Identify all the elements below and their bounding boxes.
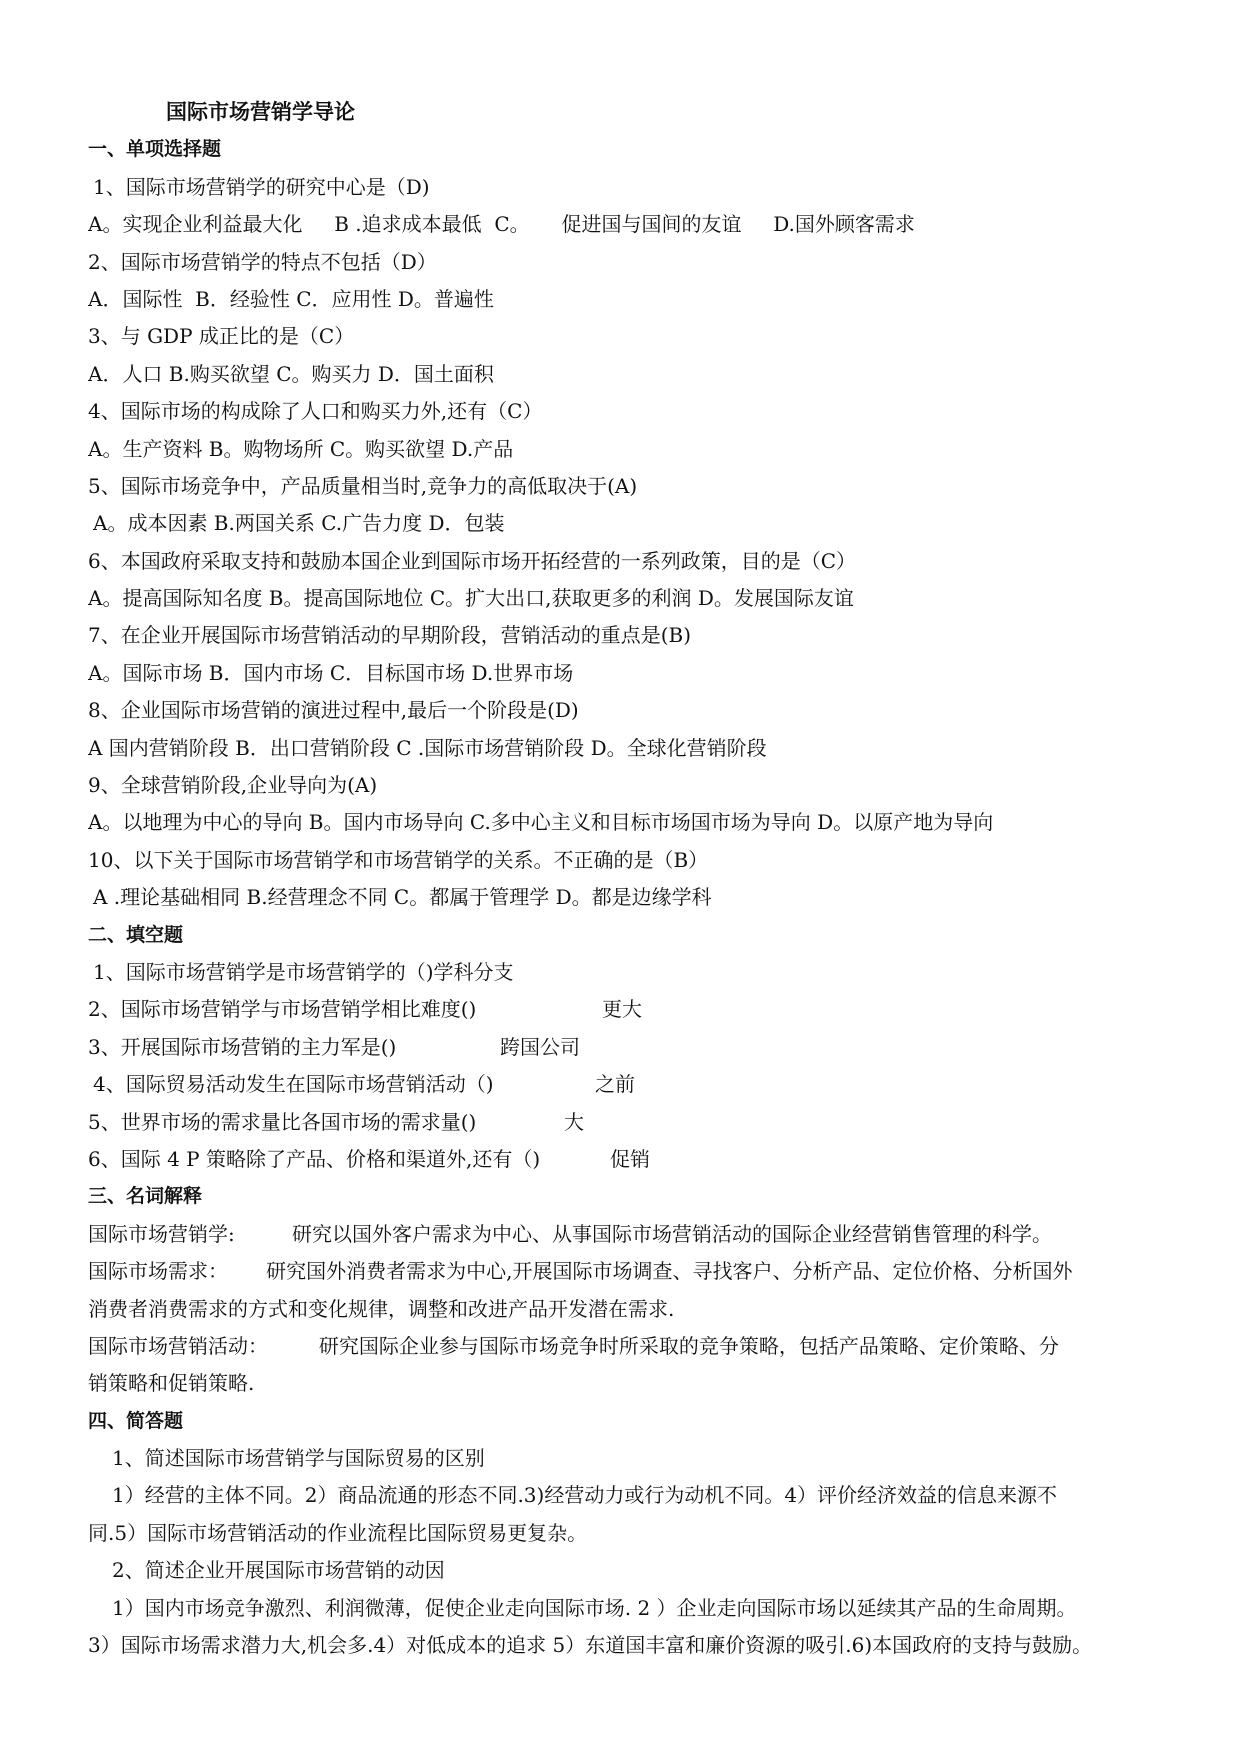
- short-answer-question-1: 1、简述国际市场营销学与国际贸易的区别: [112, 1446, 485, 1471]
- fill-blank-answer: 之前: [595, 1072, 635, 1097]
- question-10: 10、以下关于国际市场营销学和市场营销学的关系。不正确的是（B）: [88, 847, 709, 872]
- short-answer-1-line-1: 1）经营的主体不同。2）商品流通的形态不同.3)经营动力或行为动机不同。4）评价经济效益的信息来源不: [112, 1483, 1058, 1508]
- answer-options-8: A 国内营销阶段 B．出口营销阶段 C .国际市场营销阶段 D。全球化营销阶段: [88, 735, 767, 760]
- answer-options-6: A。提高国际知名度 B。提高国际地位 C。扩大出口,获取更多的利润 D。发展国际友谊: [88, 586, 854, 611]
- fill-blank-answer: 大: [564, 1109, 584, 1134]
- question-5: 5、国际市场竞争中，产品质量相当时,竞争力的高低取决于(A): [88, 473, 638, 498]
- question-3: 3、与 GDP 成正比的是（C）: [88, 324, 355, 349]
- section-heading-definitions: 三、名词解释: [88, 1185, 203, 1208]
- fill-blank-question: 3、开展国际市场营销的主力军是(): [88, 1034, 397, 1059]
- question-8: 8、企业国际市场营销的演进过程中,最后一个阶段是(D): [88, 698, 579, 723]
- document-title: 国际市场营销学导论: [166, 100, 355, 124]
- section-heading-single-choice: 一、单项选择题: [88, 138, 222, 161]
- short-answer-2-line-2: 3）国际市场需求潜力大,机会多.4）对低成本的追求 5）东道国丰富和廉价资源的吸引.6)本国政府的支持与鼓励。: [88, 1633, 1093, 1658]
- fill-blank-question: 4、国际贸易活动发生在国际市场营销活动（): [93, 1072, 494, 1097]
- short-answer-2-line-1: 1）国内市场竞争激烈、利润微薄，促使企业走向国际市场. 2 ）企业走向国际市场以延续其产品的生命周期。: [112, 1595, 1077, 1620]
- fill-blank-item-6: [88, 1141, 1160, 1178]
- answer-options-2: A．国际性 B．经验性 C．应用性 D。普遍性: [88, 286, 494, 311]
- fill-blank-answer: 促销: [610, 1146, 650, 1171]
- question-9: 9、全球营销阶段,企业导向为(A): [88, 773, 378, 798]
- fill-blank-item-1: [88, 954, 1160, 991]
- fill-blank-item-5: [88, 1104, 1160, 1141]
- definition-line-2: 国际市场需求： 研究国外消费者需求为中心,开展国际市场调查、寻找客户、分析产品、定位价格、分析国外: [88, 1259, 1073, 1284]
- short-answer-question-2: 2、简述企业开展国际市场营销的动因: [112, 1558, 445, 1583]
- answer-options-9: A。以地理为中心的导向 B。国内市场导向 C.多中心主义和目标市场国市场为导向 D。以原产地为导向: [88, 810, 994, 835]
- question-6: 6、本国政府采取支持和鼓励本国企业到国际市场开拓经营的一系列政策，目的是（C）: [88, 548, 857, 573]
- answer-options-7: A。国际市场 B．国内市场 C．目标国市场 D.世界市场: [88, 660, 574, 685]
- fill-blank-answer: 跨国公司: [500, 1034, 580, 1059]
- definition-line-3: 消费者消费需求的方式和变化规律，调整和改进产品开发潜在需求.: [88, 1296, 675, 1321]
- fill-blank-item-3: [88, 1029, 1160, 1066]
- fill-blank-item-2: [88, 991, 1160, 1028]
- short-answer-1-line-2: 同.5）国际市场营销活动的作业流程比国际贸易更复杂。: [88, 1520, 588, 1545]
- answer-options-5: A。成本因素 B.两国关系 C.广告力度 D．包装: [93, 511, 505, 536]
- definition-line-5: 销策略和促销策略.: [88, 1371, 255, 1396]
- section-heading-short-answer: 四、简答题: [88, 1409, 184, 1432]
- definition-line-4: 国际市场营销活动： 研究国际企业参与国际市场竞争时所采取的竞争策略，包括产品策略、定价策略、分: [88, 1333, 1059, 1358]
- fill-blank-question: 2、国际市场营销学与市场营销学相比难度(): [88, 997, 477, 1022]
- answer-options-3: A．人口 B.购买欲望 C。购买力 D．国土面积: [88, 361, 494, 386]
- fill-blank-question: 5、世界市场的需求量比各国市场的需求量(): [88, 1109, 477, 1134]
- document-content: [88, 94, 1160, 1664]
- question-4: 4、国际市场的构成除了人口和购买力外,还有（C）: [88, 399, 543, 424]
- fill-blank-question: 1、国际市场营销学是市场营销学的（)学科分支: [93, 959, 514, 984]
- fill-blank-answer: 更大: [602, 997, 642, 1022]
- answer-options-4: A。生产资料 B。购物场所 C。购买欲望 D.产品: [88, 436, 514, 461]
- definition-line-1: 国际市场营销学: 研究以国外客户需求为中心、从事国际市场营销活动的国际企业经营销售管理的科学。: [88, 1221, 1052, 1246]
- question-1: 1、国际市场营销学的研究中心是（D): [93, 174, 430, 199]
- question-2: 2、国际市场营销学的特点不包括（D）: [88, 249, 437, 274]
- answer-options-1: A。实现企业利益最大化 B .追求成本最低 C。 促进国与国间的友谊 D.国外顾客需求: [88, 212, 915, 237]
- question-7: 7、在企业开展国际市场营销活动的早期阶段，营销活动的重点是(B): [88, 623, 692, 648]
- answer-options-10: A .理论基础相同 B.经营理念不同 C。都属于管理学 D。都是边缘学科: [93, 885, 712, 910]
- fill-blank-question: 6、国际 4 P 策略除了产品、价格和渠道外,还有（): [88, 1146, 541, 1171]
- fill-blank-item-4: [88, 1066, 1160, 1103]
- section-heading-fill-blank: 二、填空题: [88, 923, 184, 946]
